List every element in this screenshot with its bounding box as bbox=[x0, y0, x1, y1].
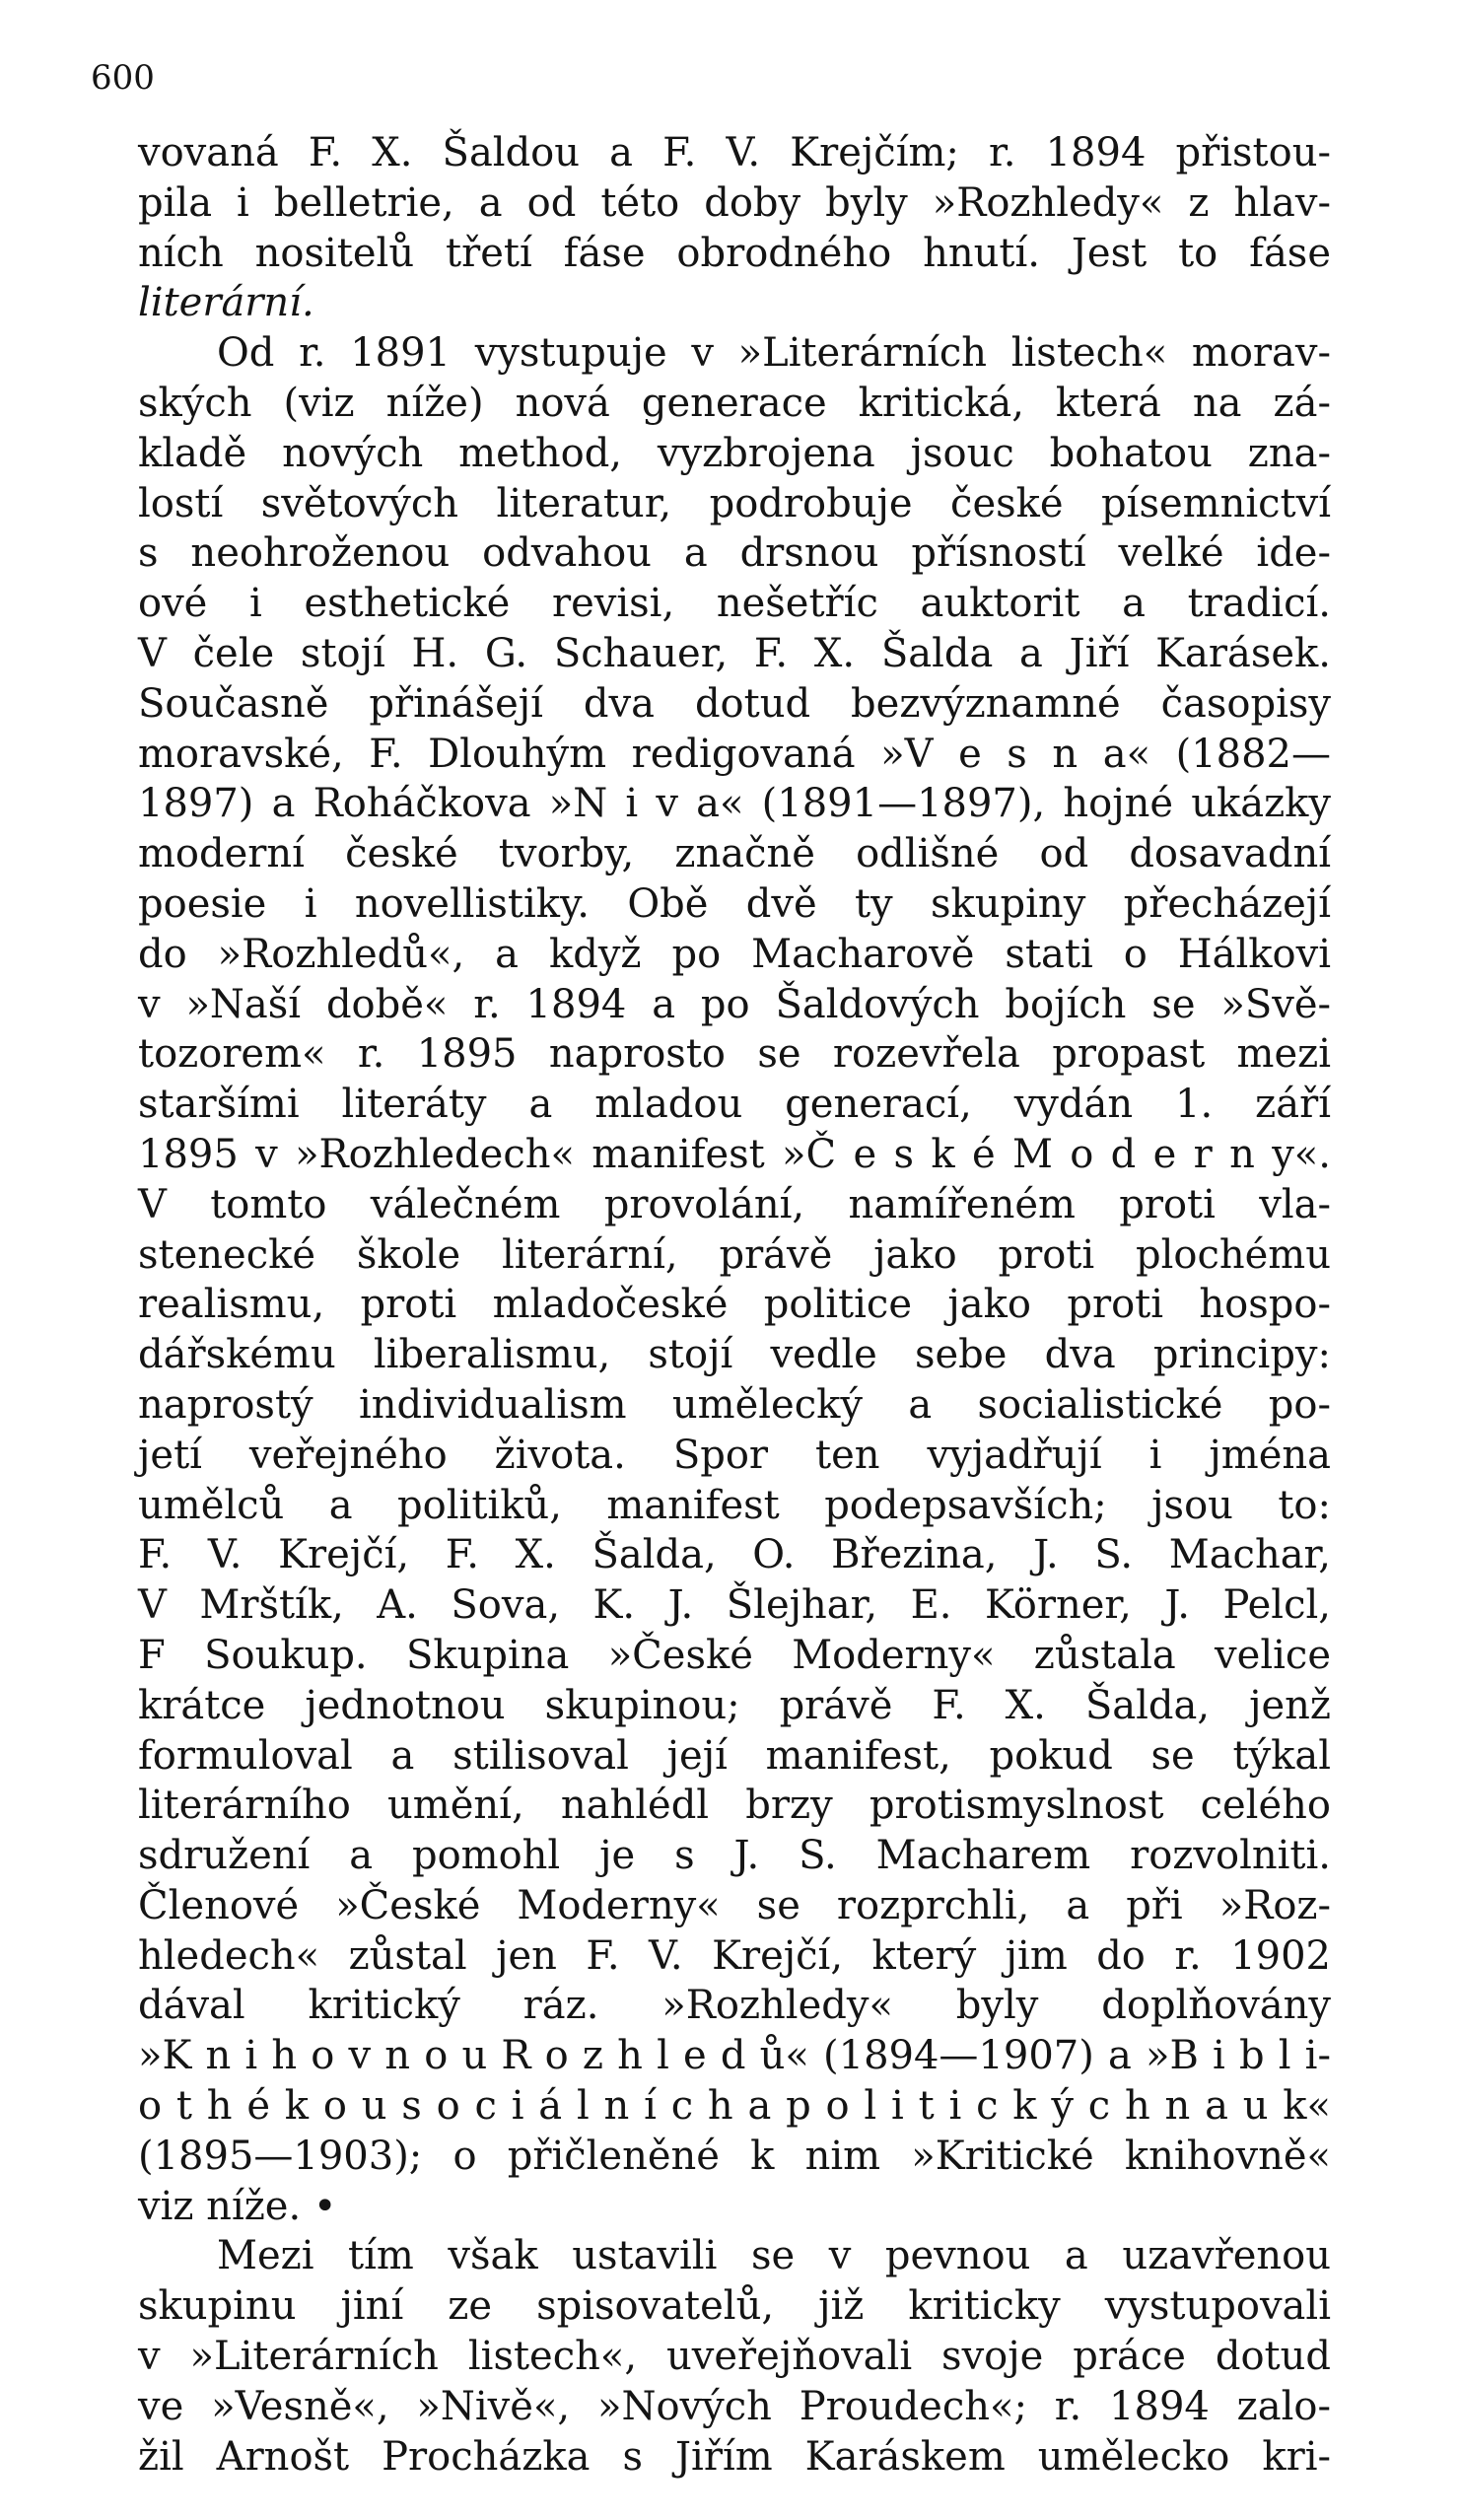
text-line: viz níže. • bbox=[138, 2183, 337, 2229]
text-line: dářskému liberalismu, stojí vedle sebe dva principy: bbox=[138, 1332, 1331, 1378]
text-line: moderní české tvorby, značně odlišné od dosavadní bbox=[138, 831, 1331, 877]
text-line: krátce jednotnou skupinou; právě F. X. Šalda, jenž bbox=[138, 1682, 1331, 1728]
text-line: v »Literárních listech«, uveřejňovali svoje práce dotud bbox=[138, 2334, 1331, 2380]
text-line: (1895—1903); o přičleněné k nim »Kritické knihovně« bbox=[138, 2133, 1331, 2179]
text-line: literární. bbox=[138, 280, 314, 326]
text-line: v »Naší době« r. 1894 a po Šaldových bojích se »Svě- bbox=[138, 981, 1331, 1027]
text-line: poesie i novellistiky. Obě dvě ty skupiny přecházejí bbox=[138, 880, 1331, 927]
text-line: 1895 v »Rozhledech« manifest »Č e s k é M o d e r n y«. bbox=[138, 1131, 1331, 1177]
text-line: žil Arnošt Procházka s Jiřím Karáskem umělecko kri- bbox=[138, 2433, 1331, 2480]
text-line: dával kritický ráz. »Rozhledy« byly doplňovány bbox=[138, 1983, 1331, 2029]
text-line: ských (viz níže) nová generace kritická, která na zá- bbox=[138, 380, 1331, 426]
text-line: Mezi tím však ustavili se v pevnou a uzavřenou bbox=[217, 2233, 1331, 2279]
text-line: moravské, F. Dlouhým redigovaná »V e s n a« (1882— bbox=[138, 731, 1331, 777]
text-line: Současně přinášejí dva dotud bezvýznamné časopisy bbox=[138, 680, 1331, 727]
text-line: jetí veřejného života. Spor ten vyjadřují i jména bbox=[138, 1432, 1331, 1478]
text-line: literárního umění, nahlédl brzy protismyslnost celého bbox=[138, 1783, 1331, 1829]
text-line: kladě nových method, vyzbrojena jsouc bohatou zna- bbox=[138, 430, 1331, 476]
text-line: V tomto válečném provolání, namířeném proti vla- bbox=[138, 1181, 1331, 1227]
text-line: staršími literáty a mladou generací, vydán 1. září bbox=[138, 1082, 1331, 1128]
text-line: pila i belletrie, a od této doby byly »Rozhledy« z hlav- bbox=[138, 179, 1331, 226]
page-number: 600 bbox=[91, 58, 155, 98]
text-line: V Mrštík, A. Sova, K. J. Šlejhar, E. Körner, J. Pelcl, bbox=[138, 1582, 1331, 1629]
text-line: realismu, proti mladočeské politice jako proti hospo- bbox=[138, 1282, 1331, 1328]
text-line: naprostý individualism umělecký a socialistické po- bbox=[138, 1381, 1331, 1428]
text-line: sdružení a pomohl je s J. S. Macharem rozvolniti. bbox=[138, 1833, 1331, 1879]
text-line: ních nositelů třetí fáse obrodného hnutí. Jest to fáse bbox=[138, 230, 1331, 276]
text-line: vovaná F. X. Šaldou a F. V. Krejčím; r. 1894 přistou- bbox=[138, 130, 1331, 175]
text-line: ve »Vesně«, »Nivě«, »Nových Proudech«; r. 1894 zalo- bbox=[138, 2383, 1331, 2429]
text-line: umělců a politiků, manifest podepsavších; jsou to: bbox=[138, 1482, 1331, 1528]
text-line: s neohroženou odvahou a drsnou přísností velké ide- bbox=[138, 530, 1331, 577]
text-line: o t h é k o u s o c i á l n í c h a p o l i t i c k ý c h n a u k« bbox=[138, 2083, 1331, 2130]
text-line: 1897) a Roháčkova »N i v a« (1891—1897), hojné ukázky bbox=[138, 781, 1331, 827]
text-line: tozorem« r. 1895 naprosto se rozevřela propast mezi bbox=[138, 1031, 1331, 1078]
text-line: F Soukup. Skupina »České Moderny« zůstala velice bbox=[138, 1632, 1331, 1678]
text-line: F. V. Krejčí, F. X. Šalda, O. Březina, J. S. Machar, bbox=[138, 1532, 1331, 1578]
text-line: do »Rozhledů«, a když po Macharově stati o Hálkovi bbox=[138, 931, 1331, 977]
text-line: formuloval a stilisoval její manifest, pokud se týkal bbox=[138, 1732, 1331, 1779]
text-line: »K n i h o v n o u R o z h l e d ů« (1894—1907) a »B i b l i- bbox=[138, 2033, 1331, 2079]
text-line: Od r. 1891 vystupuje v »Literárních listech« morav- bbox=[217, 330, 1331, 377]
text-line: hledech« zůstal jen F. V. Krejčí, který jim do r. 1902 bbox=[138, 1932, 1331, 1979]
text-line: stenecké škole literární, právě jako proti plochému bbox=[138, 1231, 1331, 1278]
body-text bbox=[138, 128, 1331, 2482]
text-line: ové i esthetické revisi, nešetříc auktorit a tradicí. bbox=[138, 581, 1331, 627]
text-line: Členové »České Moderny« se rozprchli, a při »Roz- bbox=[138, 1882, 1331, 1928]
text-line: V čele stojí H. G. Schauer, F. X. Šalda a Jiří Karásek. bbox=[138, 630, 1331, 676]
text-line: lostí světových literatur, podrobuje české písemnictví bbox=[138, 480, 1331, 526]
text-line: skupinu jiní ze spisovatelů, již kriticky vystupovali bbox=[138, 2283, 1331, 2330]
